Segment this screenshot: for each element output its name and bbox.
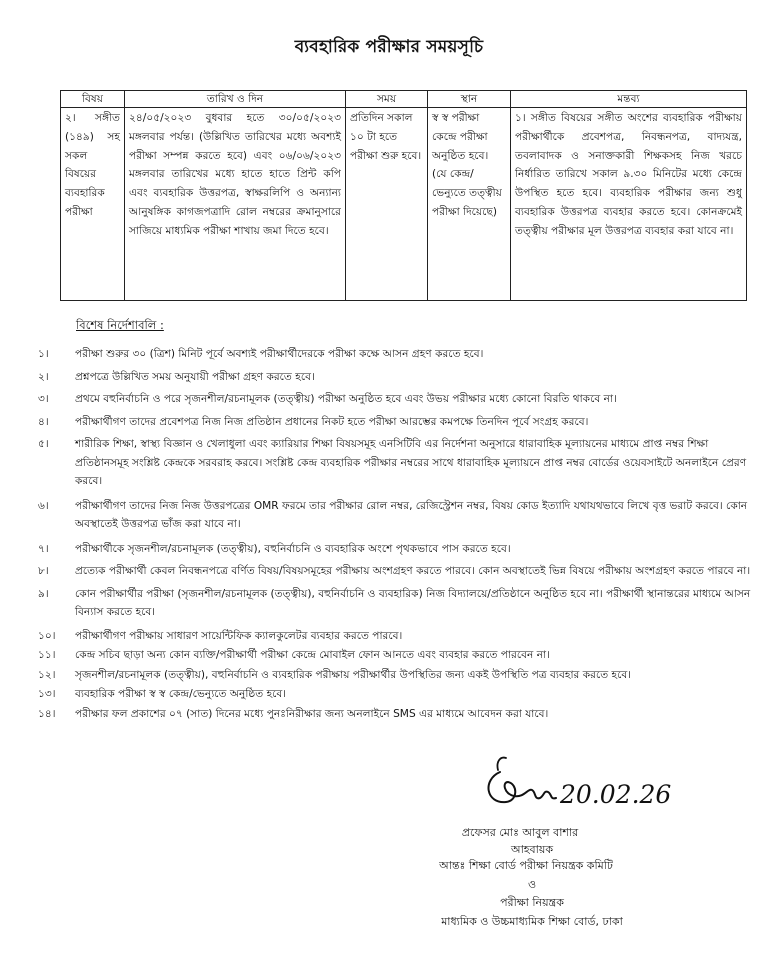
header-time: সময় (346, 91, 428, 108)
list-item-number: ১৩। (38, 688, 56, 700)
table-header-row (61, 91, 747, 108)
list-item-text: পরীক্ষার ফল প্রকাশের ০৭ (সাত) দিনের মধ্যে পুনঃনিরীক্ষার জন্য অনলাইনে SMS এর মাধ্যমে আবেদন করা যাবে। (75, 707, 549, 720)
list-item-number: ১৪। (38, 707, 56, 720)
header-subject: বিষয় (61, 91, 125, 108)
list-item (38, 562, 758, 581)
list-item-number: ২। (38, 370, 49, 383)
list-item (38, 345, 758, 364)
list-item (38, 390, 758, 409)
list-item (38, 666, 758, 685)
cell-remarks: ১। সঙ্গীত বিষয়ের সঙ্গীত অংশের ব্যবহারিক পরীক্ষায় পরীক্ষার্থীকে প্রবেশপত্র, নিবন্ধনপত্র, বাদ্যযন্ত্র, তবলাবাদক ও সনাক্তকারী শিক্ষকসহ নিজ খরচে নির্ধারিত তারিখে সকাল ৯.৩০ মিনিটের মধ্যে কেন্দ্রে উপস্থিত হতে হবে। ব্যবহারিক পরীক্ষার জন্য শুধু ব্যবহারিক উত্তরপত্র ব্যবহার করতে হবে। কোনক্রমেই তত্ত্বীয় পরীক্ষার মূল উত্তরপত্র ব্যবহার করা যাবে না। (511, 108, 747, 301)
cell-place: স্ব স্ব পরীক্ষা কেন্দ্রে পরীক্ষা অনুষ্ঠিত হবে। (যে কেন্দ্র/ ভেন্যুতে তত্ত্বীয় পরীক্ষা দিয়েছে) (428, 108, 511, 301)
list-item-text: প্রশ্নপত্রে উল্লিখিত সময় অনুযায়ী পরীক্ষা গ্রহণ করতে হবে। (75, 370, 315, 383)
header-remarks: মন্তব্য (511, 91, 747, 108)
signatory-committee: আন্তঃ শিক্ষা বোর্ড পরীক্ষা নিয়ন্ত্রক কমিটি (439, 859, 613, 872)
cell-time: প্রতিদিন সকাল ১০ টা হতে পরীক্ষা শুরু হবে। (346, 108, 428, 301)
signatory-conjunction: ও (527, 878, 537, 891)
list-item-number: ৬। (38, 499, 49, 512)
list-item-number: ৪। (38, 415, 49, 428)
list-item (38, 368, 758, 387)
list-item-number: ৩। (38, 393, 49, 405)
header-place: স্থান (428, 91, 511, 108)
list-item-text: সৃজনশীল/রচনামূলক (তত্ত্বীয়), বহুনির্বাচনি ও ব্যবহারিক পরীক্ষায় পরীক্ষার্থীর উপস্থিতির জন্য একই উপস্থিতি পত্র ব্যবহার করতে হবে। (75, 668, 632, 681)
list-item-text: কেন্দ্র সচিব ছাড়া অন্য কোন ব্যক্তি/পরীক্ষার্থী পরীক্ষা কেন্দ্রে মোবাইল ফোন আনতে এবং ব্যবহার করতে পারবেন না। (75, 649, 550, 661)
signatory-name: প্রফেসর মোঃ আবুল বাশার (461, 826, 579, 839)
cell-date: ২৪/০৫/২০২৩ বুধবার হতে ৩০/০৫/২০২৩ মঙ্গলবার পর্যন্ত। (উল্লিখিত তারিখের মধ্যে অবশ্যই পরীক্ষা সম্পন্ন করতে হবে) এবং ০৬/০৬/২০২৩ মঙ্গলবার তারিখের মধ্যে হাতে হাতে প্রিন্ট কপি এবং ব্যবহারিক উত্তরপত্র, স্বাক্ষরলিপি ও অন্যান্য আনুষঙ্গিক কাগজপত্রাদি রোল নম্বরের ক্রমানুসারে সাজিয়ে মাধ্যমিক পরীক্ষা শাখায় জমা দিতে হবে। (125, 108, 346, 301)
list-item-text: শারীরিক শিক্ষা, স্বাস্থ্য বিজ্ঞান ও খেলাধুলা এবং ক্যারিয়ার শিক্ষা বিষয়সমূহ এনসিটিবি এর নির্দেশনা অনুসারে ধারাবাহিক মূল্যায়নের মাধ্যমে প্রাপ্ত নম্বর শিক্ষা প্রতিষ্ঠানসমূহ সংশ্লিষ্ট কেন্দ্রকে সরবরাহ করবে। সংশ্লিষ্ট কেন্দ্র ব্যবহারিক পরীক্ষার নম্বরের সাথে ধারাবাহিক মূল্যায়নে প্রাপ্ত নম্বর বোর্ডের ওয়েবসাইটে অনলাইনে প্রেরণ করবে। (75, 438, 747, 487)
list-item-text: ব্যবহারিক পরীক্ষা স্ব স্ব কেন্দ্র/ভেন্যুতে অনুষ্ঠিত হবে। (75, 688, 287, 700)
list-item-number: ৭। (38, 542, 49, 555)
list-item-text: পরীক্ষার্থীকে সৃজনশীল/রচনামূলক (তত্ত্বীয়), বহুনির্বাচনি ও ব্যবহারিক অংশে পৃথকভাবে পাস করতে হবে। (75, 542, 511, 555)
list-item (38, 585, 758, 622)
list-item (38, 646, 758, 665)
special-instructions-heading (76, 317, 164, 336)
list-item (38, 413, 758, 432)
list-item (38, 540, 758, 559)
list-item-text: প্রত্যেক পরীক্ষার্থী কেবল নিবন্ধনপত্রে বর্ণিত বিষয়/বিষয়সমূহের পরীক্ষায় অংশগ্রহণ করতে পারবে। কোন অবস্থাতেই ভিন্ন বিষয়ে পরীক্ষায় অংশগ্রহণ করতে পারবে না। (75, 565, 751, 577)
list-item (38, 685, 758, 704)
cell-subject: ২। সঙ্গীত (১৪৯) সহ সকল বিষয়ের ব্যবহারিক পরীক্ষা (61, 108, 125, 301)
list-item-text: প্রথমে বহুনির্বাচনি ও পরে সৃজনশীল/রচনামূলক (তত্ত্বীয়) পরীক্ষা অনুষ্ঠিত হবে এবং উভয় পরীক্ষার মধ্যে কোনো বিরতি থাকবে না। (75, 393, 617, 405)
list-item-number: ১। (38, 348, 49, 360)
page-title: ব্যবহারিক পরীক্ষার সময়সূচি (294, 37, 484, 57)
signatory-organization: মাধ্যমিক ও উচ্চমাধ্যমিক শিক্ষা বোর্ড, ঢাকা (441, 915, 623, 928)
list-item (38, 705, 758, 724)
list-item (38, 497, 758, 534)
signatory-title: পরীক্ষা নিয়ন্ত্রক (500, 896, 564, 909)
list-item-number: ১০। (38, 629, 56, 642)
special-heading-text: বিশেষ নির্দেশাবলি : (76, 318, 164, 332)
list-item (38, 627, 758, 646)
list-item-number: ১১। (38, 649, 56, 661)
list-item-text: পরীক্ষা শুরুর ৩০ (ত্রিশ) মিনিট পূর্বে অবশ্যই পরীক্ষার্থীদেরকে পরীক্ষা কক্ষে আসন গ্রহণ করতে হবে। (75, 348, 484, 360)
instruction-list (38, 345, 758, 723)
list-item-number: ৮। (38, 565, 49, 577)
header-date: তারিখ ও দিন (125, 91, 346, 108)
list-item-number: ১২। (38, 668, 56, 681)
list-item (38, 435, 758, 491)
signatory-role: আহবায়ক (510, 843, 554, 856)
list-item-number: ৫। (38, 438, 49, 450)
list-item-text: পরীক্ষার্থীগণ তাদের প্রবেশপত্র নিজ নিজ প্রতিষ্ঠান প্রধানের নিকট হতে পরীক্ষা আরম্ভের কমপক্ষে তিনদিন পূর্বে সংগ্রহ করবে। (75, 415, 589, 428)
schedule-table (60, 90, 747, 301)
list-item-text: পরীক্ষার্থীগণ তাদের নিজ নিজ উত্তরপত্রের OMR ফরমে তার পরীক্ষার রোল নম্বর, রেজিস্ট্রেশন নম্বর, বিষয় কোড ইত্যাদি যথাযথভাবে লিখে বৃত্ত ভরাট করবে। কোন অবস্থাতেই উত্তরপত্র ভাঁজ করা যাবে না। (75, 499, 748, 530)
list-item-number: ৯। (38, 587, 49, 600)
table-row (61, 108, 747, 301)
list-item-text: কোন পরীক্ষার্থীর পরীক্ষা (সৃজনশীল/রচনামূলক (তত্ত্বীয়), বহুনির্বাচনি ও ব্যবহারিক) নিজ বিদ্যালয়ে/প্রতিষ্ঠানে অনুষ্ঠিত হবে না। পরীক্ষার্থী স্থানান্তরের মাধ্যমে আসন বিন্যাস করতে হবে। (75, 587, 751, 618)
list-item-text: পরীক্ষার্থীগণ পরীক্ষায় সাধারণ সায়েন্টিফিক ক্যালকুলেটর ব্যবহার করতে পারবে। (75, 629, 403, 642)
signature-date: 20.02.26 (560, 780, 672, 809)
